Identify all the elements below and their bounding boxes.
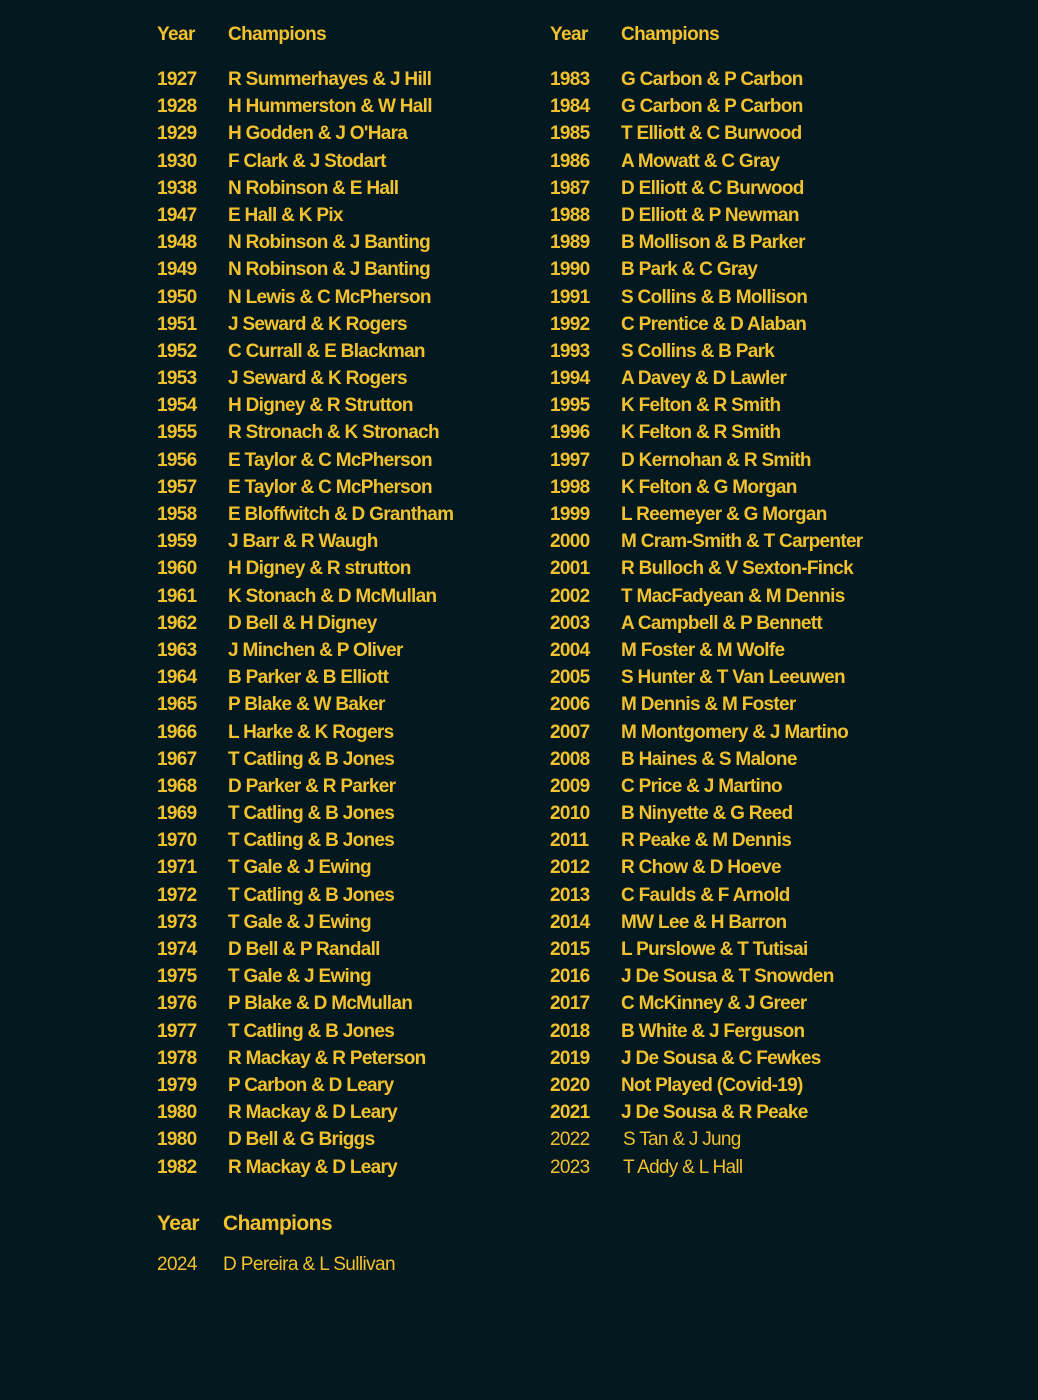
champions-cell: H Hummerston & W Hall: [228, 96, 432, 118]
champions-cell: R Mackay & D Leary: [228, 1156, 398, 1178]
year-cell: 1958: [157, 504, 197, 525]
year-cell: 2022: [550, 1129, 590, 1151]
champions-cell: S Collins & B Park: [621, 340, 775, 362]
champions-cell: P Blake & D McMullan: [228, 993, 413, 1015]
champions-cell: G Carbon & P Carbon: [621, 69, 803, 90]
champions-cell: D Pereira & L Sullivan: [223, 1254, 395, 1275]
year-header: Year: [157, 1212, 199, 1235]
champions-cell: B Mollison & B Parker: [621, 232, 805, 254]
champions-cell: H Digney & R Strutton: [228, 395, 413, 417]
champions-cell: R Peake & M Dennis: [621, 830, 792, 852]
year-cell: 1994: [550, 368, 590, 390]
champions-cell: E Hall & K Pix: [228, 204, 343, 226]
champions-cell: D Bell & G Briggs: [228, 1129, 375, 1151]
champions-cell: J De Sousa & C Fewkes: [621, 1047, 821, 1069]
year-cell: 1971: [157, 857, 197, 879]
champions-cell: M Foster & M Wolfe: [621, 639, 785, 661]
year-cell: 1965: [157, 694, 197, 716]
champions-cell: J Seward & K Rogers: [228, 313, 407, 335]
champions-cell: C Price & J Martino: [621, 775, 782, 797]
champions-cell: K Stonach & D McMullan: [228, 585, 437, 607]
champions-cell: R Summerhayes & J Hill: [228, 69, 432, 90]
year-cell: 1959: [157, 531, 197, 553]
champions-cell: K Felton & G Morgan: [621, 476, 797, 498]
champions-cell: F Clark & J Stodart: [228, 150, 386, 172]
champions-cell: N Robinson & J Banting: [228, 232, 431, 254]
champions-cell: D Elliott & P Newman: [621, 204, 799, 226]
year-cell: 1953: [157, 368, 197, 390]
champions-cell: T Addy & L Hall: [623, 1156, 743, 1178]
champions-cell: L Harke & K Rogers: [228, 721, 394, 743]
champions-cell: J De Sousa & R Peake: [621, 1102, 808, 1124]
year-cell: 1985: [550, 123, 590, 145]
year-cell: 1954: [157, 395, 197, 417]
year-cell: 2013: [550, 884, 590, 906]
year-cell: 1951: [157, 313, 197, 335]
year-cell: 1972: [157, 884, 197, 906]
year-cell: 1989: [550, 232, 590, 254]
champions-cell: Not Played (Covid-19): [621, 1074, 803, 1096]
year-cell: 1986: [550, 150, 590, 172]
champions-cell: R Bulloch & V Sexton-Finck: [621, 558, 853, 580]
champions-cell: C Currall & E Blackman: [228, 340, 425, 362]
year-cell: 1963: [157, 639, 197, 661]
champions-cell: D Elliott & C Burwood: [621, 177, 804, 199]
year-cell: 1976: [157, 993, 197, 1015]
year-cell: 1956: [157, 449, 197, 471]
year-cell: 1968: [157, 775, 197, 797]
year-cell: 1930: [157, 150, 197, 172]
year-cell: 1957: [157, 476, 197, 498]
year-cell: 2017: [550, 993, 590, 1015]
champions-cell: E Taylor & C McPherson: [228, 476, 432, 498]
year-cell: 1973: [157, 911, 197, 933]
year-cell: 2020: [550, 1074, 590, 1096]
year-cell: 2024: [157, 1254, 197, 1275]
year-cell: 1980: [157, 1102, 197, 1124]
year-cell: 1928: [157, 96, 197, 118]
champions-cell: C Prentice & D Alaban: [621, 313, 807, 335]
champions-cell: D Bell & P Randall: [228, 939, 380, 960]
champions-cell: S Tan & J Jung: [623, 1129, 741, 1151]
champions-cell: B Parker & B Elliott: [228, 667, 389, 689]
year-cell: 1987: [550, 177, 590, 199]
year-cell: 1938: [157, 177, 197, 199]
year-cell: 1964: [157, 667, 197, 689]
champions-header: Champions: [223, 1212, 332, 1235]
champions-cell: L Purslowe & T Tutisai: [621, 939, 808, 960]
champions-cell: E Bloffwitch & D Grantham: [228, 504, 454, 525]
year-cell: 1927: [157, 69, 197, 90]
champions-cell: K Felton & R Smith: [621, 395, 781, 417]
year-cell: 2021: [550, 1102, 590, 1124]
year-cell: 1952: [157, 340, 197, 362]
champions-cell: S Collins & B Mollison: [621, 286, 808, 308]
champions-cell: N Lewis & C McPherson: [228, 286, 431, 308]
year-cell: 1999: [550, 504, 590, 525]
champions-cell: T Catling & B Jones: [228, 830, 395, 852]
year-cell: 2001: [550, 558, 590, 580]
year-cell: 1949: [157, 259, 197, 281]
champions-cell: D Bell & H Digney: [228, 612, 377, 634]
champions-cell: J Seward & K Rogers: [228, 368, 407, 390]
champions-cell: S Hunter & T Van Leeuwen: [621, 667, 845, 689]
champions-cell: T Elliott & C Burwood: [621, 123, 802, 145]
champions-cell: H Godden & J O'Hara: [228, 123, 408, 145]
year-cell: 1967: [157, 748, 197, 770]
champions-cell: M Cram-Smith & T Carpenter: [621, 531, 863, 553]
champions-header: Champions: [621, 24, 720, 45]
year-cell: 1966: [157, 721, 197, 743]
year-cell: 1998: [550, 476, 590, 498]
champions-cell: N Robinson & J Banting: [228, 259, 431, 281]
champions-cell: B Ninyette & G Reed: [621, 803, 793, 825]
year-cell: 1992: [550, 313, 590, 335]
champions-cell: T Gale & J Ewing: [228, 857, 371, 879]
year-cell: 2002: [550, 585, 590, 607]
year-cell: 1962: [157, 612, 197, 634]
year-cell: 1975: [157, 966, 197, 988]
champions-cell: R Mackay & R Peterson: [228, 1047, 426, 1069]
year-cell: 2023: [550, 1156, 590, 1178]
year-cell: 2010: [550, 803, 590, 825]
champions-cell: T Catling & B Jones: [228, 884, 395, 906]
year-cell: 1947: [157, 204, 197, 226]
champions-cell: P Carbon & D Leary: [228, 1074, 394, 1096]
year-cell: 1960: [157, 558, 197, 580]
year-cell: 1997: [550, 449, 590, 471]
champions-cell: B White & J Ferguson: [621, 1020, 805, 1042]
year-cell: 1929: [157, 123, 197, 145]
year-cell: 1950: [157, 286, 197, 308]
year-cell: 2003: [550, 612, 590, 634]
year-cell: 2018: [550, 1020, 590, 1042]
year-cell: 2004: [550, 639, 590, 661]
champions-header: Champions: [228, 24, 327, 45]
year-cell: 2019: [550, 1047, 590, 1069]
champions-cell: H Digney & R strutton: [228, 558, 411, 580]
year-cell: 2007: [550, 721, 590, 743]
year-cell: 1983: [550, 69, 590, 90]
champions-cell: J Minchen & P Oliver: [228, 639, 403, 661]
champions-cell: R Chow & D Hoeve: [621, 857, 781, 879]
year-cell: 2011: [550, 830, 589, 852]
year-cell: 1970: [157, 830, 197, 852]
champions-cell: T Catling & B Jones: [228, 748, 395, 770]
champions-cell: R Mackay & D Leary: [228, 1102, 398, 1124]
champions-cell: T Catling & B Jones: [228, 1020, 395, 1042]
year-cell: 1995: [550, 395, 590, 417]
champions-cell: T MacFadyean & M Dennis: [621, 585, 845, 607]
champions-cell: D Parker & R Parker: [228, 775, 396, 797]
year-cell: 1979: [157, 1074, 197, 1096]
champions-cell: J De Sousa & T Snowden: [621, 966, 834, 988]
year-cell: 2009: [550, 775, 590, 797]
champions-cell: A Davey & D Lawler: [621, 368, 787, 390]
year-cell: 2014: [550, 911, 590, 933]
champions-cell: M Dennis & M Foster: [621, 694, 796, 716]
year-cell: 1961: [157, 585, 197, 607]
year-cell: 2012: [550, 857, 590, 879]
champions-cell: L Reemeyer & G Morgan: [621, 504, 827, 525]
year-cell: 1978: [157, 1047, 197, 1069]
year-cell: 1948: [157, 232, 197, 254]
year-cell: 1977: [157, 1020, 197, 1042]
champions-cell: T Gale & J Ewing: [228, 966, 371, 988]
champions-cell: K Felton & R Smith: [621, 422, 781, 444]
champions-cell: G Carbon & P Carbon: [621, 96, 803, 118]
champions-cell: MW Lee & H Barron: [621, 911, 787, 933]
year-cell: 2016: [550, 966, 590, 988]
champions-cell: A Mowatt & C Gray: [621, 150, 780, 172]
year-cell: 1990: [550, 259, 590, 281]
year-cell: 1988: [550, 204, 590, 226]
year-cell: 1996: [550, 422, 590, 444]
year-cell: 2015: [550, 939, 590, 960]
year-cell: 1991: [550, 286, 590, 308]
champions-cell: R Stronach & K Stronach: [228, 422, 439, 444]
year-cell: 1984: [550, 96, 590, 118]
champions-cell: C McKinney & J Greer: [621, 993, 807, 1015]
champions-cell: B Park & C Gray: [621, 259, 758, 281]
year-cell: 1993: [550, 340, 590, 362]
year-cell: 1982: [157, 1156, 197, 1178]
year-cell: 2006: [550, 694, 590, 716]
champions-cell: M Montgomery & J Martino: [621, 721, 849, 743]
champions-cell: T Catling & B Jones: [228, 803, 395, 825]
champions-cell: N Robinson & E Hall: [228, 177, 399, 199]
year-cell: 2008: [550, 748, 590, 770]
champions-cell: T Gale & J Ewing: [228, 911, 371, 933]
year-cell: 2005: [550, 667, 590, 689]
year-header: Year: [550, 24, 588, 45]
year-cell: 2000: [550, 531, 590, 553]
year-cell: 1980: [157, 1129, 197, 1151]
champions-cell: J Barr & R Waugh: [228, 531, 378, 553]
champions-cell: B Haines & S Malone: [621, 748, 797, 770]
champions-cell: A Campbell & P Bennett: [621, 612, 823, 634]
champions-cell: E Taylor & C McPherson: [228, 449, 432, 471]
champions-cell: C Faulds & F Arnold: [621, 884, 790, 906]
champions-cell: D Kernohan & R Smith: [621, 449, 811, 471]
year-cell: 1955: [157, 422, 197, 444]
year-header: Year: [157, 24, 195, 45]
champions-cell: P Blake & W Baker: [228, 694, 385, 716]
year-cell: 1974: [157, 939, 197, 960]
year-cell: 1969: [157, 803, 197, 825]
